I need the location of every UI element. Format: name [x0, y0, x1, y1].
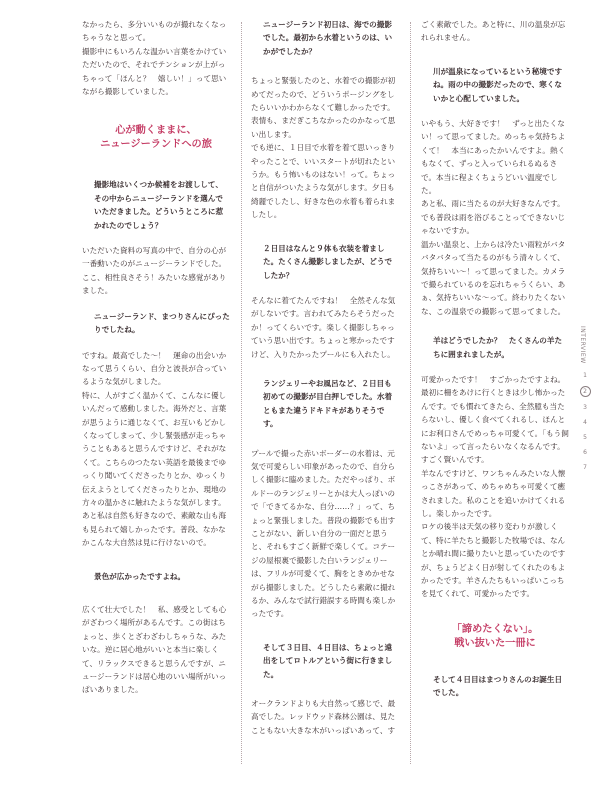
page-number: 7	[583, 464, 587, 471]
question-text: ニュージーランド、まつりさんにぴったりでしたね。	[94, 311, 230, 335]
page-number-list	[579, 368, 591, 475]
answer-text: オークランドよりも大自然って感じで、最高でした。レッドウッド森林公園は、見たこともない大きな木がいっぱいあって、す	[251, 699, 396, 735]
column-divider	[241, 22, 242, 764]
answer-text: いただいた資料の写真の中で、自分の心が一番動いたのがニュージーランドでした。ここ、相性良さそう！みたいな感覚がありました。	[82, 246, 227, 296]
answer-text: そんなに着てたんですね！ 全然そんな気がしないです。言われてみたらそうだったか！ってくらいです。楽しく撮影しちゃっていう思い出です。ちょっと寒かったですけど、入りたかったプールにも入れたし。	[251, 295, 396, 359]
page-number: 5	[583, 434, 587, 441]
column-right	[421, 18, 569, 700]
question-text: 撮影地はいくつか候補をお渡しして、その中からニュージーランドを選んでいただきました。どういうところに惹かれたのでしょう？	[94, 180, 224, 230]
column-divider	[410, 22, 411, 764]
question-text: ニュージーランド初日は、海での撮影でした。最初から水着というのは、いかがでしたか？	[263, 20, 393, 56]
page-number: 3	[583, 404, 587, 411]
question-text: 景色が広かったですよね。	[94, 571, 186, 581]
answer-text: いやもう、大好きです！ ずっと出たくない！って思ってました。めっちゃ気持ちよくて！ 本当にあったかいんですよ。熱くもなくて、ずっと入っていられるぬるさで。本当に程よくちょうどいい温度でした。 あと私、雨に当たるのが大好きなんです。でも普段は雨を浴びることってできないじゃないですか。 温かい温泉と、上からは冷たい雨粒がバタバタバタって当たるのがもう清々しくて、気持ちいい～！って思ってました。カメラで撮られているのを忘れちゃうくらい、あぁ、気持ちいいな～って。終わりたくないな、この温泉での撮影って思ってました。	[421, 119, 566, 316]
answer-text: 可愛かったです！ すごかったですよね。最初に柵をあけに行くときは少し怖かったんです。でも慣れてきたら、全然臆も当たらないし、優しく食べてくれるし、ほんとにお利口さんでめっちゃ可愛くて。「もう飼ないよ」って言ったらいなくなるんです。すごく賢いんです。 羊なんですけど、ワンちゃんみたいな人懐っこさがあって、めちゃめちゃ可愛くて癒されました。私のことを追いかけてくれるし。楽しかったです。 ロケの後半は天気の移り変わりが激しくて、特に羊たちと撮影した牧場では、なんとか晴れ間に撮りたいと思っていたのですが、ちょうどよく日が射してくれたのもよかったです。羊さんたちもいっぱいこっちを見てくれて、可愛かったです。	[421, 374, 569, 599]
page-number-current: 2	[580, 386, 591, 397]
answer-text: なかったら、多分いいものが撮れなくなっちゃうなと思って。 撮影中にもいろんな温かい言葉をかけていただいたので、それでテンションが上がっちゃって「ほんと？ 嬉しい！」って思いながら撮影していました。	[82, 20, 227, 97]
page-number: 4	[583, 419, 587, 426]
section-heading: 心が動くままに、 ニュージーランドへの旅	[100, 125, 212, 151]
answer-text: 広くて壮大でした！ 私、感受としても心がざわつく場所があるんです。この街はちょっと、歩くとざわざわしちゃうな、みたいな。逆に居心地がいいと本当に楽しくて、リラックスできると思うんですが、ニュージーランドは居心地のいい場所がいっぱいありました。	[82, 605, 227, 695]
answer-text: ちょっと緊張したのと、水着での撮影が初めてだったので、どういうポージングをしたらいいかわからなくて難しかったです。表情も、まだぎこちなかったのかなって思い出します。 でも逆に、１日目で水着を着て思いっきりやったことで、いいスタートが切れたというか。もう怖いものはない！って。ちょっと自信がついたような気がします。夕日も綺麗でしたし、好きな色の水着も着られましたし。	[251, 76, 396, 220]
question-text: ランジェリーやお風呂など、２日目も初めての撮影が目白押しでした。水着ともまた違うドキドキがありそうです。	[263, 378, 393, 429]
question-text: 川が温泉になっているという秘境ですね。雨の中の撮影だったので、寒くないかと心配していました。	[433, 66, 563, 103]
section-label: INTERVIEW	[579, 326, 586, 364]
answer-text: ですね。最高でした～！ 運命の出会いかなって思うくらい、自分と波長が合っているような気がしました。 特に、人がすごく温かくて、こんなに優しいんだって感動しました。海外だと、言葉が思うように通じなくて、お互いもどかしくなってしまって、少し緊張感が走っちゃうこともあると思うんですけど、それがなくて。こちらのつたない英語を最後までゆっくり聞いてくださったりとか、ゆっくり伝えようとしてくださったりとか、現地の方々の温かさに触れたような気がします。 あと私は自然も好きなので、素敵な山も海も見られて嬉しかったです。普段、なかなかこんな大自然は見に行けないので。	[82, 350, 227, 548]
column-left	[82, 18, 230, 697]
question-text: ２日目はなんと９体も衣装を着ました。たくさん撮影しましたが、どうでしたか？	[263, 243, 393, 280]
answer-text: プールで撮った赤いボーダーの水着は、元気で可愛らしい印象があったので、自分らしく撮影に臨めました。ただやっぱり、ボルドーのランジェリーとかは大人っぽいので「できてるかな、自分……？」って、ちょっと緊張しました。普段の撮影でも出すことがない、新しい自分の一面だと思うと、それもすごく新鮮で楽しくて。コテージの屋根裏で撮影した白いランジェリーは、フリルが可愛くて、胸をときめかせながら撮影しました。どうしたら素敵に撮れるか、みんなで試行錯誤する時間も楽しかったです。	[251, 448, 396, 619]
page-number: 6	[583, 449, 587, 456]
page-number: 1	[583, 372, 587, 379]
question-text: 羊はどうでしたか？ たくさんの羊たちに囲まれましたが。	[433, 336, 563, 359]
question-text: そして４日目はまつりさんのお誕生日でした。	[433, 674, 563, 698]
answer-text: ごく素敵でした。あと特に、川の温泉が忘れられません。	[421, 20, 566, 43]
column-middle	[251, 18, 399, 737]
section-heading: 「諦めたくない」。 戦い抜いた一冊に	[451, 623, 539, 649]
question-text: そして３日目、４日目は、ちょっと遠出をしてロトルアという街に行きました。	[263, 642, 393, 679]
